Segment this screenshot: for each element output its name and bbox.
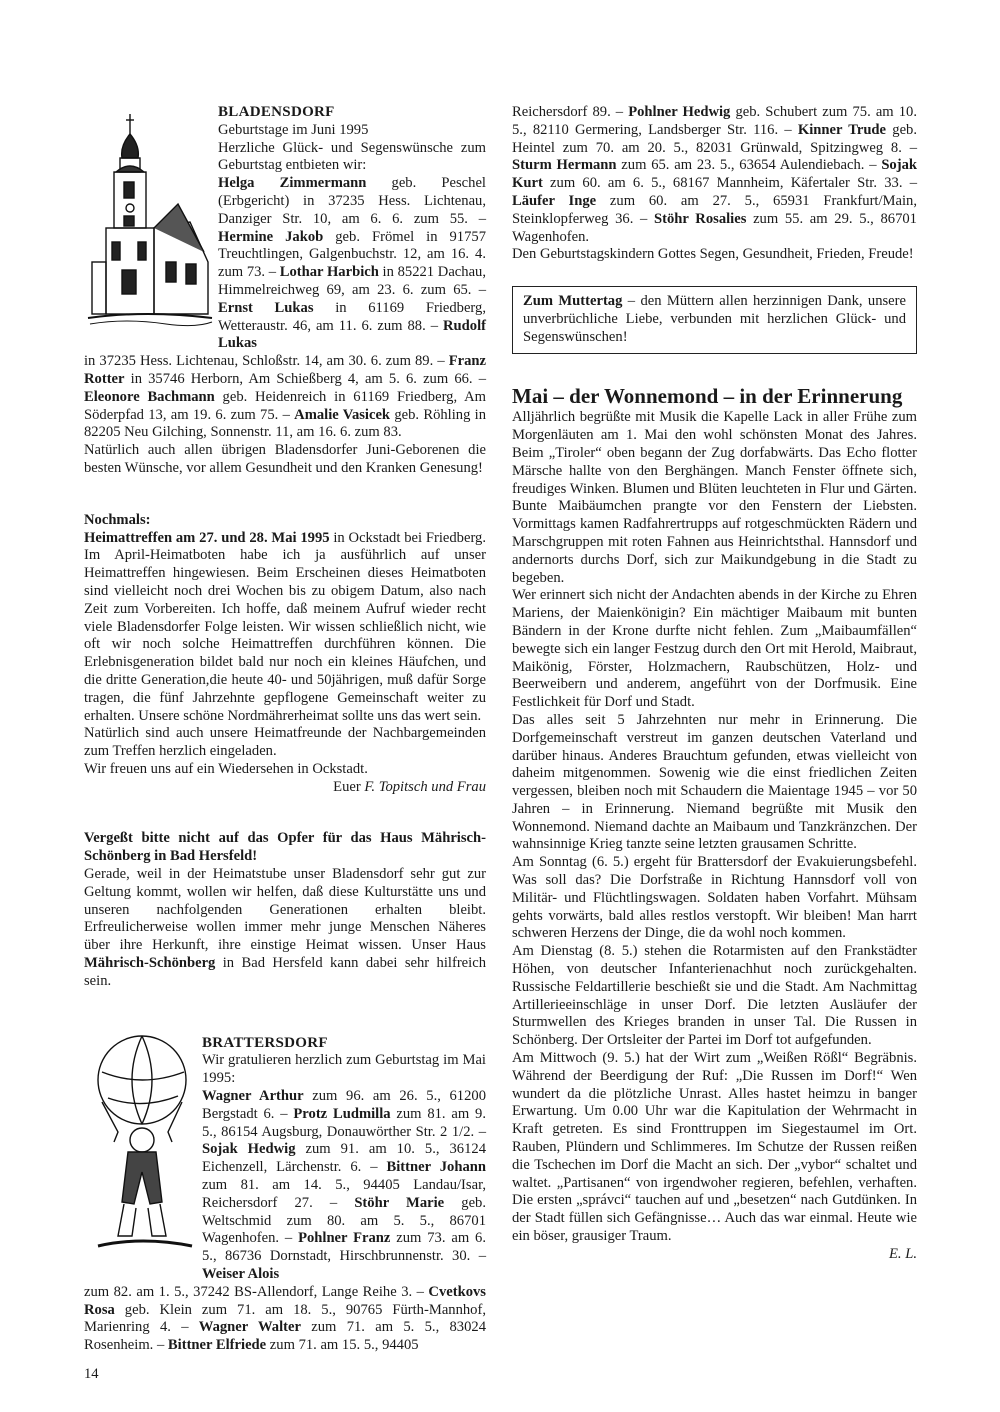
opfer-text: Gerade, weil in der Heimatstube unser Bladensdorf sehr gut zur Geltung kommt, wollen wir helfen, daß diese Kulturstätte uns und unseren nachfolgenden Generationen erhalten bleibt. Erfreulicherweise wollen immer mehr junge Menschen Näheres über ihre Herkunft, ihre einstige Heimat wissen. Unser Haus Mährisch-Schönberg in Bad Hersfeld kann dabei sehr hilfreich sein.: [84, 866, 486, 989]
brattersdorf-birthdays-a: Wagner Arthur zum 96. am 26. 5., 61200 Bergstadt 6. – Protz Ludmilla zum 81. am 9. 5., 86154 Augsburg, Donauwörther Str. 2 1/2. – Sojak Hedwig zum 91. am 10. 5., 36124 Eichenzell, Lärchenstr. 6. – Bittner Johann zum 81. am 14. 5., 94405 Landau/Isar, Reichersdorf 27. – Stöhr Marie geb. Weltschmid zum 80. am 5. 5., 86701 Wagenhofen. – Pohlner Franz zum 73. am 6. 5., 86736 Dornstadt, Hirschbrunnenstr. 30. – Weiser Alois: [202, 1088, 486, 1283]
nochmals-signature: Euer F. Topitsch und Frau: [333, 778, 486, 795]
article-paragraph-4: Am Sonntag (6. 5.) ergeht für Brattersdorf der Evakuierungsbefehl. Was soll das? Die Dorfstraße in Richtung Hannsdorf voll von Militär- und Flüchtlingswagen. Soldaten haben Vorfahrt. Mühsam gehts vorwärts, bald alles restlos verstopft. Wir bleiben! Man harrt schweren Herzens der Dinge, die da wohl noch kommen.: [512, 854, 917, 942]
page-number: 14: [84, 1366, 99, 1382]
article-paragraph-1: Alljährlich begrüßte mit Musik die Kapelle Lack in aller Frühe zum Morgenläuten am 1. Mai den wohl schönsten Monat des Jahres. Beim „Tiroler“ oben begann der Zug dorfabwärts. Das Echo flotter Märsche hallte von den Berghängen. Manch Fenster öffnete sich, freudiges Winken. Blumen und Blüten leuchteten in Flur und Gärten. Bunte Maibäumchen prangte vor den Fenstern der Liebsten. Vormittags kamen Radfahrertrupps auf rotgeschmückten Rädern und Marschgruppen mit roten Fahnen aus Heinrichtsthal. Hannsdorf und andernorts durchs Dorf, sich zur Maikundgebung in die Stadt zu begeben.: [512, 409, 917, 586]
article-paragraph-6: Am Mittwoch (9. 5.) hat der Wirt zum „Weißen Rößl“ Begräbnis. Während der Beerdigung der Ruf: „Die Russen im Dorf!“ Wen wundert da die plötzliche Unrast. Alles hastet heimzu in banger Erwartung. Um 0.00 Uhr war die Kapitulation der Wehrmacht in Kraft getreten. Es sind Fronttruppen im Siegestaumel im Ort. Rauben, Plündern und Schlimmeres. Im Schutze der Russen reißen die Tschechen im Dorf die Macht an sich. Der „vybor“ schaltet und waltet. „Partisanen“ von irgendwoher regieren, befehlen, verhaften. Die ersten „správci“ tauchen auf und „besetzen“ nach Gutdünken. In der Stadt füllen sich Gefängnisse… Auch das war einmal. Heute wie ein böser, grausiger Traum.: [512, 1050, 917, 1245]
brattersdorf-continued: Reichersdorf 89. – Pohlner Hedwig geb. Schubert zum 75. am 10. 5., 82110 Germering, Landsberger Str. 116. – Kinner Trude geb. Heintel zum 70. am 20. 5., 82031 Grünwald, Spitzingweg 8. – Sturm Hermann zum 65. am 23. 5., 63654 Aulendiebach. – Sojak Kurt zum 60. am 6. 5., 68167 Mannheim, Käfertaler Str. 33. – Läufer Inge zum 60. am 27. 5., 65931 Frankfurt/Main, Steinklopferweg 36. – Stöhr Rosalies zum 55. am 29. 5., 86701 Wagenhofen.: [512, 104, 917, 245]
nochmals-text-3: Wir freuen uns auf ein Wiedersehen in Ockstadt.: [84, 760, 368, 777]
muttertag-box: [512, 286, 917, 353]
article-title: Mai – der Wonnemond – in der Erinnerung: [512, 383, 903, 408]
article-signature: E. L.: [889, 1245, 917, 1262]
brattersdorf-section: [202, 1035, 486, 1284]
bladensdorf-wishes: Natürlich auch allen übrigen Bladensdorfer Juni-Geborenen die besten Wünsche, vor allem Gesundheit und den Kranken Genesung!: [84, 442, 486, 476]
bladensdorf-subtitle: Geburtstage im Juni 1995: [218, 121, 369, 138]
article-paragraph-5: Am Dienstag (8. 5.) stehen die Rotarmisten auf den Frankstädter Höhen, von deutscher Infanterienachhut noch zurückgehalten. Russische Feldartillerie beschießt sie und die Stadt. Am Nachmittag Artillerieeinschläge in unser Dorf. Die letzten Ausläufer der Sturmwellen des Krieges branden in unser Tal. Die Russen in Schönberg. Der Ortsleiter der Partei im Dorf tot aufgefunden.: [512, 943, 917, 1049]
bladensdorf-birthdays-a: Helga Zimmermann geb. Peschel (Erbgericht) in 37235 Hess. Lichtenau, Danziger Str. 10, am 6. 6. zum 55. – Hermine Jakob geb. Frömel in 91757 Treuchtlingen, Galgenbuchstr. 12, am 16. 4. zum 73. – Lothar Harbich in 85221 Dachau, Himmelreichweg 69, am 23. 6. zum 65. – Ernst Lukas in 61169 Friedberg, Wetteraustr. 46, am 11. 6. zum 88. – Rudolf Lukas: [218, 175, 486, 352]
muttertag-text: Zum Muttertag – den Müttern allen herzinnigen Dank, unsere unverbrüchliche Liebe, verbunden mit herzlichen Glück- und Segenswünschen!: [523, 293, 906, 345]
article-paragraph-3: Das alles seit 5 Jahrzehnten nur mehr in Erinnerung. Die Dorfgemeinschaft verstreut im ganzen deutschen Vaterland und darüber hinaus. Anderes Brauchtum gefunden, etwas vielleicht von daheim mitgenommen. Sowenig wie die einst friedlichen Zeiten vergessen, bleiben noch mit Schaudern die Maientage 1945 – vor 50 Jahren – in Erinnerung. Niemand begrüßte mit Musik den Wonnemond. Niemand dachte an Maibaum und Tanzkränzchen. Der wahnsinnige Krieg tanzte seine letzten grausamen Schritte.: [512, 711, 917, 853]
bladensdorf-title: BLADENSDORF: [218, 104, 335, 120]
bladensdorf-section: [218, 104, 486, 353]
brattersdorf-birthdays-b: zum 82. am 1. 5., 37242 BS-Allendorf, Lange Reihe 3. – Cvetkovs Rosa geb. Klein zum 71. am 18. 5., 90765 Fürth-Mannhof, Marienring 4. – Wagner Walter zum 71. am 5. 5., 83024 Rosenheim. – Bittner Elfriede zum 71. am 15. 5., 94405: [84, 1283, 486, 1354]
nochmals-text-2: Natürlich sind auch unsere Heimatfreunde der Nachbargemeinden zum Treffen herzlich eingeladen.: [84, 725, 486, 760]
nochmals-text: Heimattreffen am 27. und 28. Mai 1995 in Ockstadt bei Friedberg. Im April-Heimatboten habe ich ja ausführlich auf unser Heimattreffen hingewiesen. Beim Erscheinen dieses Heimatboten sind vielleicht noch drei Wochen bis zu obigem Datum, also nach Zeit zum Vorbereiten. Ich hoffe, daß meinem Aufruf wieder recht viele Bladensdorfer Folge leisten. Wir wissen schließlich nicht, wie oft wir noch solche Heimattreffen durchführen können. Die Erlebnisgeneration bildet bald nur noch ein kleines Häufchen, und die dritte Generation,die heute 40- und 50jährigen, muß dafür Sorge tragen, die fünf Jahrzehnte gepflogene Gemeinschaft weiter zu erhalten. Unsere schöne Nordmährerheimat sollte uns das wert sein.: [84, 529, 486, 724]
article-paragraph-2: Wer erinnert sich nicht der Andachten abends in der Kirche zu Ehren Mariens, der Maienkönigin? Ein mächtiger Maibaum mit bunten Bändern in der Krone durfte nicht fehlen. Zum „Maibaumfällen“ bewegte sich ein langer Festzug durch den Ort mit Herold, Maibraut, Maikönig, Förster, Holzmachern, Raubschützen, Holz- und Beerweibern und anderem, angeführt von der Dorfmusik. Eine Festlichkeit für Dorf und Stadt.: [512, 587, 917, 711]
left-column: [84, 104, 486, 1355]
bladensdorf-birthdays-b: in 37235 Hess. Lichtenau, Schloßstr. 14, am 30. 6. zum 89. – Franz Rotter in 35746 Herborn, Am Schießberg 4, am 5. 6. zum 66. – Eleonore Bachmann geb. Heidenreich in 61169 Friedberg, Am Söderpfad 13, am 19. 6. zum 75. – Amalie Vasicek geb. Röhling in 82205 Neu Gilching, Sonnenstr. 11, am 16. 6. zum 83.: [84, 353, 487, 441]
brattersdorf-intro: Wir gratulieren herzlich zum Geburtstag im Mai 1995:: [202, 1052, 486, 1087]
brattersdorf-title: BRATTERSDORF: [202, 1034, 328, 1051]
opfer-heading: Vergeßt bitte nicht auf das Opfer für das Haus Mährisch-Schönberg in Bad Hersfeld!: [84, 830, 486, 865]
right-column: [512, 104, 917, 1264]
bladensdorf-intro: Herzliche Glück- und Segenswünsche zum Geburtstag entbieten wir:: [218, 139, 486, 174]
brattersdorf-blessing: Den Geburtstagskindern Gottes Segen, Gesundheit, Frieden, Freude!: [512, 246, 914, 263]
nochmals-heading: Nochmals:: [84, 511, 151, 528]
